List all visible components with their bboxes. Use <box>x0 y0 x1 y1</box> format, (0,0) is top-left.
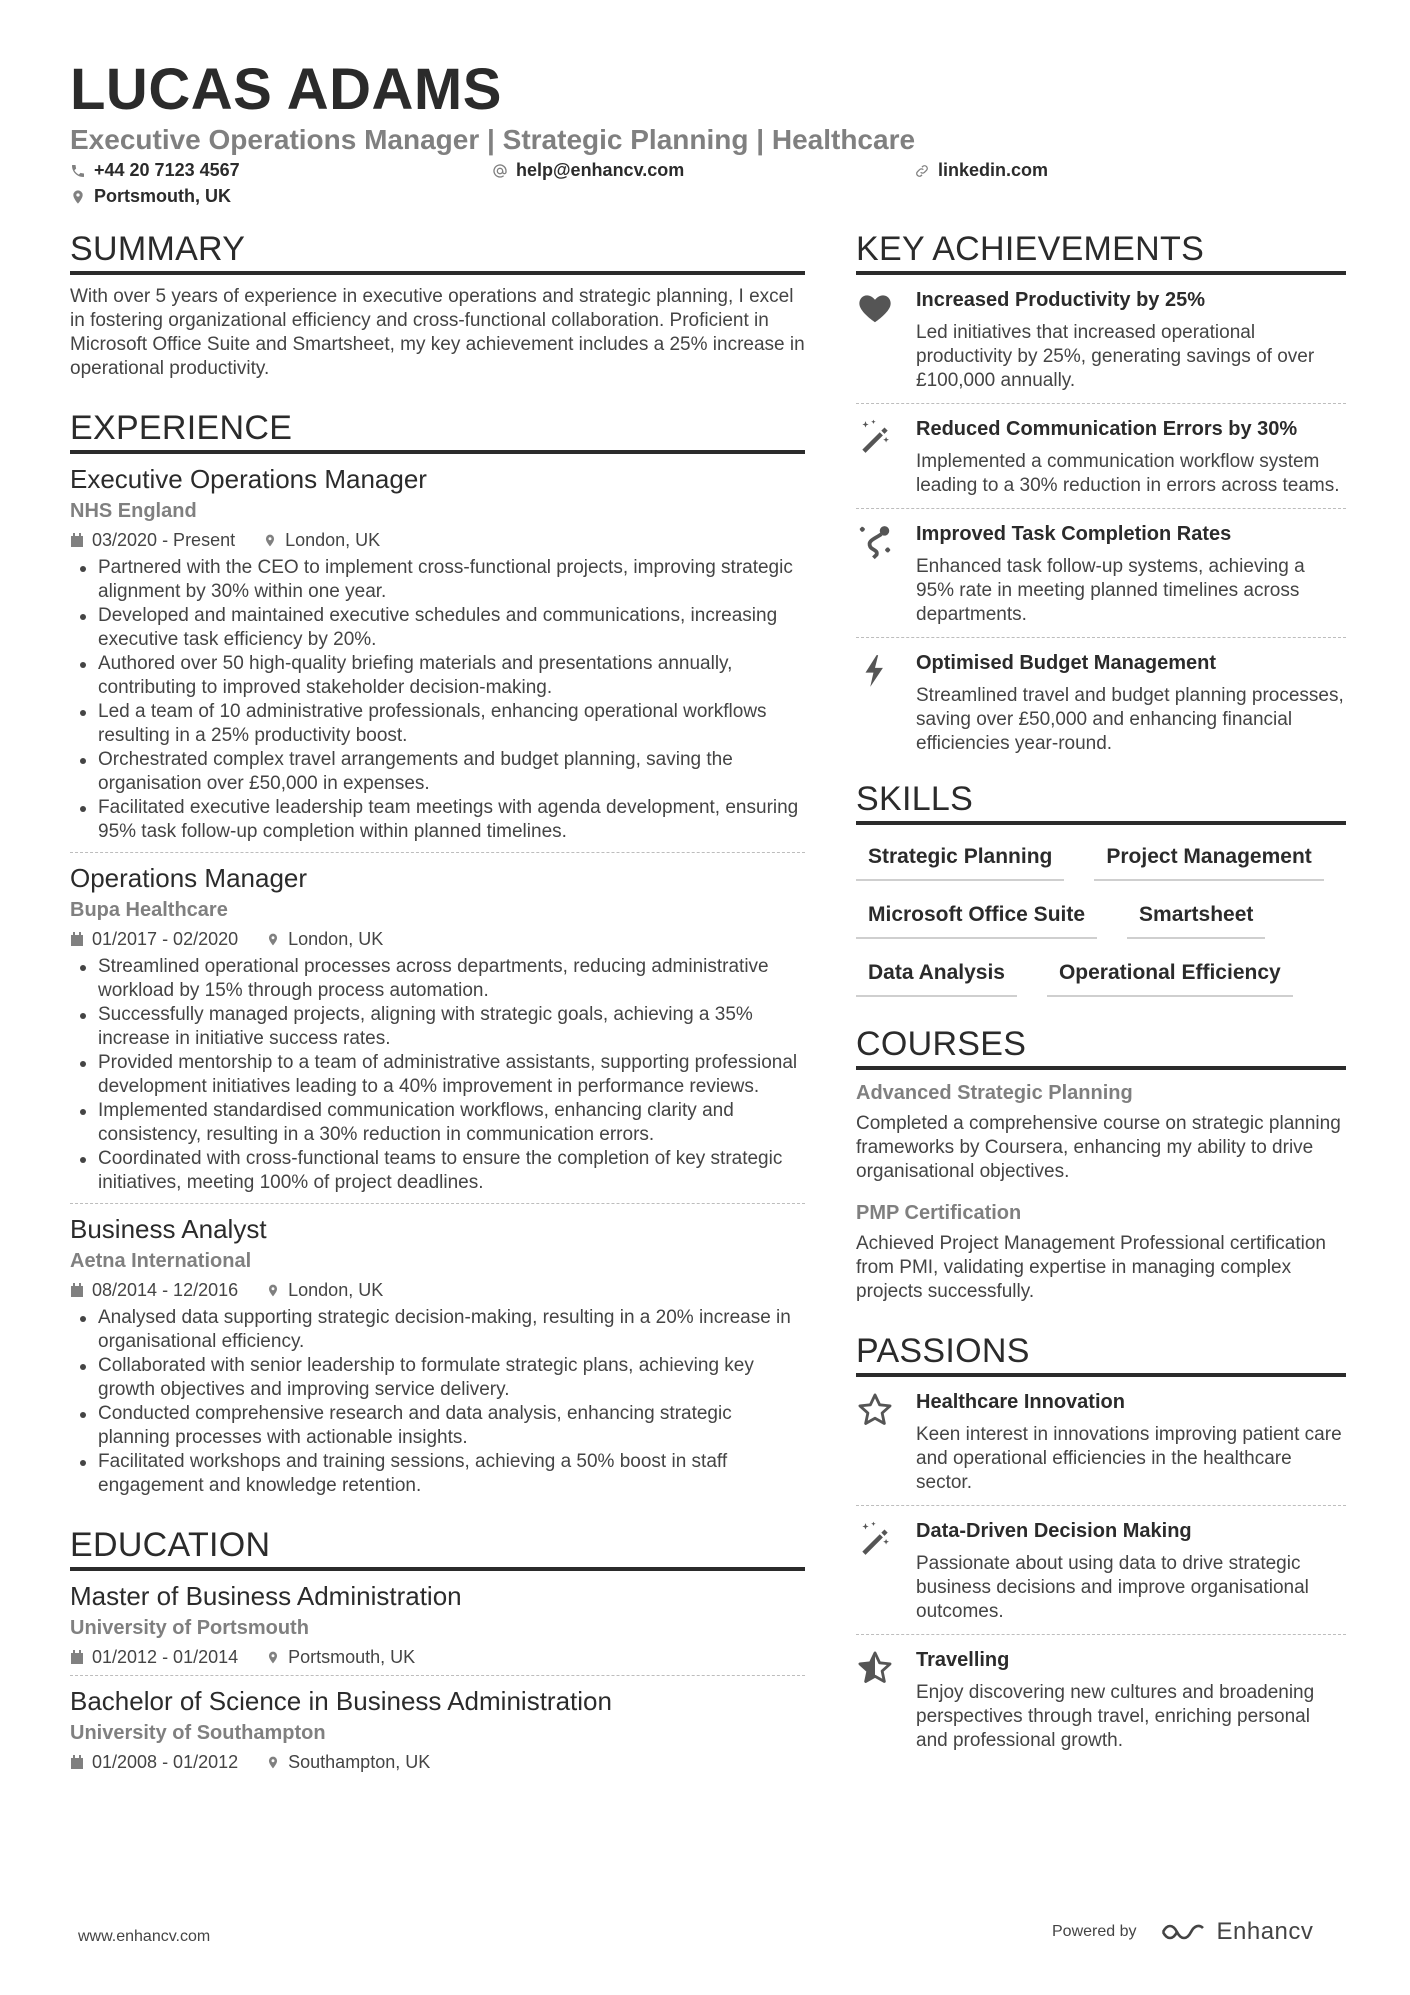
achievement-title: Increased Productivity by 25% <box>916 289 1206 312</box>
passion-title: Healthcare Innovation <box>916 1391 1125 1414</box>
education-section <box>70 1526 805 1780</box>
skill-tag: Data Analysis <box>856 953 1017 997</box>
job-location: London, UK <box>288 1280 384 1301</box>
achievement-title: Reduced Communication Errors by 30% <box>916 418 1298 441</box>
passions-title: PASSIONS <box>856 1332 1346 1377</box>
contact-location <box>70 186 231 207</box>
skill-tag: Project Management <box>1094 837 1323 881</box>
achievement-desc: Implemented a communication workflow system leading to a 30% reduction in errors across teams. <box>916 451 1340 497</box>
degree-title: Bachelor of Science in Business Administration <box>70 1686 612 1717</box>
passion-title: Travelling <box>916 1649 1010 1672</box>
candidate-name: LUCAS ADAMS <box>70 57 502 122</box>
job-dates: 03/2020 - Present <box>92 530 236 551</box>
experience-item <box>70 853 805 1204</box>
bullet-item: Conducted comprehensive research and data analysis, enhancing strategic planning processes with actionable insights. <box>70 1402 805 1450</box>
job-title: Executive Operations Manager <box>70 464 427 495</box>
bullet-item: Successfully managed projects, aligning with strategic goals, achieving a 35% increase in initiative success rates. <box>70 1003 805 1051</box>
experience-title: EXPERIENCE <box>70 409 805 454</box>
location-pin-icon <box>266 1755 280 1770</box>
skill-tag: Microsoft Office Suite <box>856 895 1097 939</box>
bullet-item: Implemented standardised communication workflows, enhancing clarity and consistency, resulting in a 30% reduction in communication errors. <box>70 1099 805 1147</box>
bullet-item: Analysed data supporting strategic decision-making, resulting in a 20% increase in organisational efficiency. <box>70 1306 805 1354</box>
phone-text: +44 20 7123 4567 <box>94 160 240 180</box>
bullet-item: Orchestrated complex travel arrangements and budget planning, saving the organisation over £50,000 in expenses. <box>70 748 805 796</box>
powered-by-text: Powered by <box>1052 1923 1137 1940</box>
job-dates: 08/2014 - 12/2016 <box>92 1280 239 1301</box>
location-pin-icon <box>266 1283 280 1298</box>
education-item <box>70 1676 805 1780</box>
job-dates: 01/2017 - 02/2020 <box>92 929 239 950</box>
link-icon <box>914 163 930 179</box>
course-desc: Achieved Project Management Professional certification from PMI, validating expertise in managing complex projects successfully. <box>856 1233 1326 1303</box>
achievement-desc: Enhanced task follow-up systems, achieving a 95% rate in meeting planned timelines across departments. <box>916 556 1305 626</box>
bullet-item: Coordinated with cross-functional teams to ensure the completion of key strategic initiatives, meeting 100% of project deadlines. <box>70 1147 805 1195</box>
location-pin-icon <box>70 189 86 205</box>
experience-item <box>70 1204 805 1506</box>
location-text: Portsmouth, UK <box>94 186 231 206</box>
course-title: PMP Certification <box>856 1202 1022 1225</box>
heart-icon <box>856 289 894 327</box>
brand-name: Enhancv <box>1216 1918 1314 1945</box>
calendar-icon <box>70 533 84 548</box>
job-bullets <box>70 556 805 844</box>
achievement-title: Improved Task Completion Rates <box>916 523 1232 546</box>
bullet-item: Provided mentorship to a team of administrative assistants, supporting professional development initiatives leading to a 40% improvement in performance reviews. <box>70 1051 805 1099</box>
calendar-icon <box>70 1283 84 1298</box>
achievement-item <box>856 638 1346 766</box>
passion-item <box>856 1635 1346 1763</box>
education-title: EDUCATION <box>70 1526 805 1571</box>
at-icon <box>492 163 508 179</box>
passion-desc: Passionate about using data to drive strategic business decisions and improve organisational outcomes. <box>916 1553 1309 1623</box>
skills-title: SKILLS <box>856 780 1346 825</box>
education-dates: 01/2012 - 01/2014 <box>92 1647 239 1668</box>
contact-email[interactable] <box>492 160 684 181</box>
school-name: University of Portsmouth <box>70 1617 309 1640</box>
experience-section <box>70 409 805 1506</box>
skill-tag: Smartsheet <box>1127 895 1265 939</box>
job-title: Business Analyst <box>70 1214 267 1245</box>
candidate-headline: Executive Operations Manager | Strategic Planning | Healthcare <box>70 124 916 155</box>
education-meta <box>70 1645 805 1669</box>
route-icon <box>856 523 894 561</box>
experience-item <box>70 454 805 853</box>
website-text[interactable]: linkedin.com <box>938 160 1049 180</box>
achievement-item <box>856 275 1346 404</box>
achievement-title: Optimised Budget Management <box>916 652 1217 675</box>
magic-wand-icon <box>856 418 894 456</box>
job-bullets <box>70 955 805 1195</box>
courses-section <box>856 1025 1346 1304</box>
achievement-desc: Streamlined travel and budget planning processes, saving over £50,000 and enhancing financial efficiencies year-round. <box>916 685 1344 755</box>
education-meta <box>70 1750 805 1774</box>
footer-branding <box>1052 1918 1313 1946</box>
calendar-icon <box>70 932 84 947</box>
bullet-item: Developed and maintained executive schedules and communications, increasing executive task efficiency by 20%. <box>70 604 805 652</box>
calendar-icon <box>70 1755 84 1770</box>
passion-item <box>856 1506 1346 1635</box>
location-pin-icon <box>263 533 277 548</box>
phone-icon <box>70 163 86 179</box>
calendar-icon <box>70 1650 84 1665</box>
bullet-item: Streamlined operational processes across departments, reducing administrative workload by 15% through process automation. <box>70 955 805 1003</box>
star-half-icon <box>856 1649 894 1687</box>
company-name: Aetna International <box>70 1250 252 1273</box>
job-location: London, UK <box>285 530 381 551</box>
skills-list <box>856 837 1346 997</box>
job-meta <box>70 1278 805 1302</box>
skill-tag: Strategic Planning <box>856 837 1064 881</box>
enhancv-logo-icon <box>1161 1920 1209 1944</box>
bullet-item: Collaborated with senior leadership to formulate strategic plans, achieving key growth objectives and improving service delivery. <box>70 1354 805 1402</box>
skill-tag: Operational Efficiency <box>1047 953 1293 997</box>
courses-title: COURSES <box>856 1025 1346 1070</box>
email-text[interactable]: help@enhancv.com <box>516 160 685 180</box>
passion-title: Data-Driven Decision Making <box>916 1520 1192 1543</box>
summary-title: SUMMARY <box>70 230 805 275</box>
education-item <box>70 1571 805 1676</box>
course-item <box>856 1080 1346 1184</box>
magic-wand-icon <box>856 1520 894 1558</box>
contact-phone <box>70 160 240 181</box>
education-dates: 01/2008 - 01/2012 <box>92 1752 239 1773</box>
star-outline-icon <box>856 1391 894 1429</box>
job-meta <box>70 528 805 552</box>
passion-desc: Enjoy discovering new cultures and broadening perspectives through travel, enriching personal and professional growth. <box>916 1682 1315 1752</box>
lightning-icon <box>856 652 894 690</box>
education-location: Southampton, UK <box>288 1752 431 1773</box>
footer-website[interactable]: www.enhancv.com <box>78 1928 211 1945</box>
left-column <box>70 230 805 1780</box>
right-column <box>856 230 1346 1763</box>
company-name: Bupa Healthcare <box>70 899 228 922</box>
location-pin-icon <box>266 1650 280 1665</box>
skills-section <box>856 780 1346 997</box>
bullet-item: Facilitated workshops and training sessions, achieving a 50% boost in staff engagement and knowledge retention. <box>70 1450 805 1498</box>
school-name: University of Southampton <box>70 1722 326 1745</box>
achievement-item <box>856 509 1346 638</box>
achievements-title: KEY ACHIEVEMENTS <box>856 230 1346 275</box>
education-location: Portsmouth, UK <box>288 1647 416 1668</box>
achievements-section <box>856 230 1346 766</box>
bullet-item: Facilitated executive leadership team meetings with agenda development, ensuring 95% task follow-up completion within planned timelines. <box>70 796 805 844</box>
passions-section <box>856 1332 1346 1763</box>
job-meta <box>70 927 805 951</box>
bullet-item: Authored over 50 high-quality briefing materials and presentations annually, contributing to improved stakeholder decision-making. <box>70 652 805 700</box>
achievement-item <box>856 404 1346 509</box>
summary-text: With over 5 years of experience in executive operations and strategic planning, I excel in fostering organizational efficiency and cross-functional collaboration. Proficient in Microsoft Office Suite and Smartsheet, my key achievement includes a 25% increase in operational productivity. <box>70 286 805 380</box>
location-pin-icon <box>266 932 280 947</box>
company-name: NHS England <box>70 500 197 523</box>
bullet-item: Led a team of 10 administrative professionals, enhancing operational workflows resulting in a 25% productivity boost. <box>70 700 805 748</box>
course-desc: Completed a comprehensive course on strategic planning frameworks by Coursera, enhancing my ability to drive organisational objectives. <box>856 1113 1341 1183</box>
passion-desc: Keen interest in innovations improving patient care and operational efficiencies in the healthcare sector. <box>916 1424 1342 1494</box>
achievement-desc: Led initiatives that increased operational productivity by 25%, generating savings of over £100,000 annually. <box>916 322 1315 392</box>
job-bullets <box>70 1306 805 1498</box>
course-item <box>856 1200 1346 1304</box>
brand-logo[interactable] <box>1161 1918 1314 1946</box>
job-title: Operations Manager <box>70 863 308 894</box>
summary-section <box>70 230 805 381</box>
passion-item <box>856 1377 1346 1506</box>
bullet-item: Partnered with the CEO to implement cross-functional projects, improving strategic alignment by 30% within one year. <box>70 556 805 604</box>
contact-website[interactable] <box>914 160 1048 181</box>
course-title: Advanced Strategic Planning <box>856 1082 1133 1105</box>
degree-title: Master of Business Administration <box>70 1581 462 1612</box>
job-location: London, UK <box>288 929 384 950</box>
